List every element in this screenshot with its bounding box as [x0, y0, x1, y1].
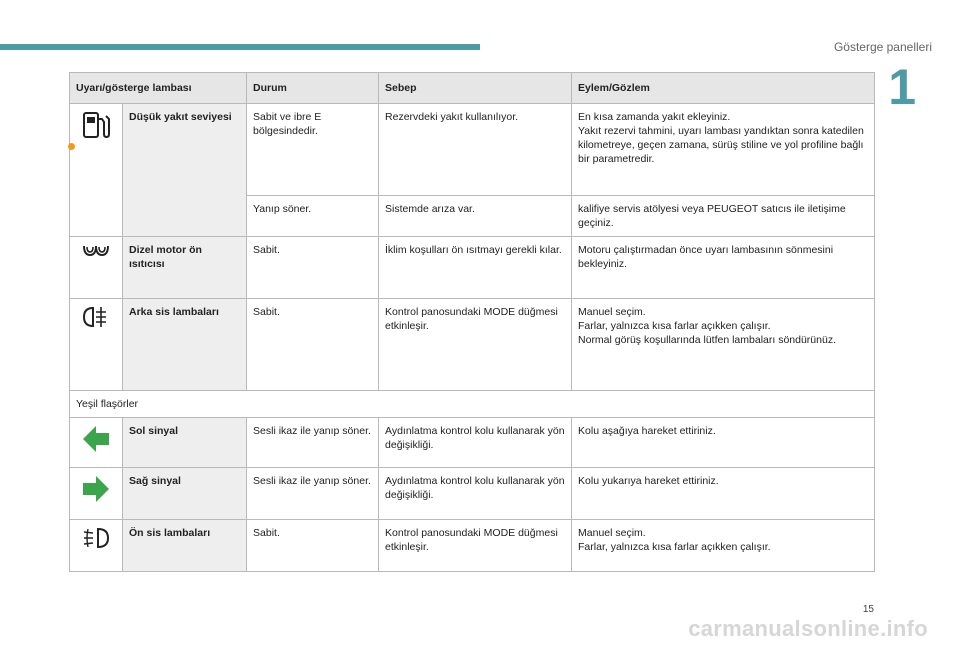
front-fog-lamp-icon — [81, 526, 111, 550]
durum-cell: Yanıp söner. — [247, 196, 379, 237]
eylem-line: Manuel seçim. — [578, 527, 646, 540]
eylem-line: Farlar, yalnızca kısa farlar açıkken çalışır. — [578, 541, 771, 554]
durum-cell: Sesli ikaz ile yanıp söner. — [247, 418, 379, 468]
eylem-cell: Kolu yukarıya hareket ettiriniz. — [572, 468, 875, 520]
table-row-right-indicator — [70, 468, 875, 520]
lamp-name: Dizel motor ön ısıtıcısı — [123, 237, 247, 299]
chapter-number: 1 — [888, 59, 916, 115]
sebep-cell: Aydınlatma kontrol kolu kullanarak yön değişikliği. — [379, 418, 572, 468]
fuel-pump-icon — [82, 110, 110, 140]
section-title: Gösterge panelleri — [833, 40, 932, 54]
sebep-cell: Sistemde arıza var. — [379, 196, 572, 237]
page-number: 15 — [862, 604, 874, 615]
right-arrow-icon — [82, 474, 110, 504]
durum-cell: Sabit ve ibre E bölgesindedir. — [247, 104, 379, 196]
lamp-cell-right-indicator — [70, 468, 123, 520]
durum-cell: Sabit. — [247, 299, 379, 391]
eylem-cell: Motoru çalıştırmadan önce uyarı lambasının sönmesini bekleyiniz. — [572, 237, 875, 299]
lamp-cell-front-fog — [70, 520, 123, 572]
eylem-line: Farlar, yalnızca kısa farlar açıkken çalışır. — [578, 320, 771, 333]
lamp-cell-rear-fog — [70, 299, 123, 391]
glow-plug-icon — [82, 243, 110, 259]
lamp-name: Arka sis lambaları — [123, 299, 247, 391]
column-header-sebep: Sebep — [379, 73, 572, 104]
durum-cell: Sabit. — [247, 520, 379, 572]
eylem-line: Manuel seçim. — [578, 306, 646, 319]
durum-cell: Sesli ikaz ile yanıp söner. — [247, 468, 379, 520]
table-row-front-fog — [70, 520, 875, 572]
lamp-cell-left-indicator — [70, 418, 123, 468]
lamp-cell-low-fuel — [70, 104, 123, 237]
watermark-text: carmanualsonline.info — [688, 616, 928, 641]
eylem-line: En kısa zamanda yakıt ekleyiniz. — [578, 111, 731, 123]
column-header-lamp: Uyarı/gösterge lambası — [70, 73, 247, 104]
eylem-cell — [572, 520, 875, 572]
table-section-row — [70, 391, 875, 418]
left-arrow-icon — [82, 424, 110, 454]
warning-lamp-table — [69, 72, 875, 572]
sebep-cell: İklim koşulları ön ısıtmayı gerekli kılar. — [379, 237, 572, 299]
amber-indicator-dot — [68, 143, 75, 150]
column-header-eylem: Eylem/Gözlem — [572, 73, 875, 104]
rear-fog-lamp-icon — [81, 305, 111, 329]
lamp-name: Sol sinyal — [123, 418, 247, 468]
eylem-cell — [572, 299, 875, 391]
lamp-name: Düşük yakıt seviyesi — [123, 104, 247, 237]
lamp-name: Sağ sinyal — [123, 468, 247, 520]
sebep-cell: Aydınlatma kontrol kolu kullanarak yön değişikliği. — [379, 468, 572, 520]
table-row-low-fuel — [70, 104, 875, 196]
table-row-left-indicator — [70, 418, 875, 468]
column-header-durum: Durum — [247, 73, 379, 104]
eylem-line: Yakıt rezervi tahmini, uyarı lambası yandıktan sonra katedilen kilometreye, geçen zamana, sürüş stiline ve yol profiline bağlı bir parametredir. — [578, 125, 864, 166]
lamp-cell-glow-plug — [70, 237, 123, 299]
durum-cell: Sabit. — [247, 237, 379, 299]
sebep-cell: Rezervdeki yakıt kullanılıyor. — [379, 104, 572, 196]
eylem-cell: kalifiye servis atölyesi veya PEUGEOT satıcıs ile iletişime geçiniz. — [572, 196, 875, 237]
sebep-cell: Kontrol panosundaki MODE düğmesi etkinleşir. — [379, 520, 572, 572]
table-header-row — [70, 73, 875, 104]
table-row-glow-plug — [70, 237, 875, 299]
section-label-green-flashers: Yeşil flaşörler — [70, 391, 875, 418]
eylem-cell: Kolu aşağıya hareket ettiriniz. — [572, 418, 875, 468]
lamp-name: Ön sis lambaları — [123, 520, 247, 572]
header-accent-bar — [0, 44, 480, 50]
sebep-cell: Kontrol panosundaki MODE düğmesi etkinleşir. — [379, 299, 572, 391]
eylem-cell — [572, 104, 875, 196]
eylem-line: Normal görüş koşullarında lütfen lambaları söndürünüz. — [578, 334, 836, 347]
table-row-rear-fog — [70, 299, 875, 391]
